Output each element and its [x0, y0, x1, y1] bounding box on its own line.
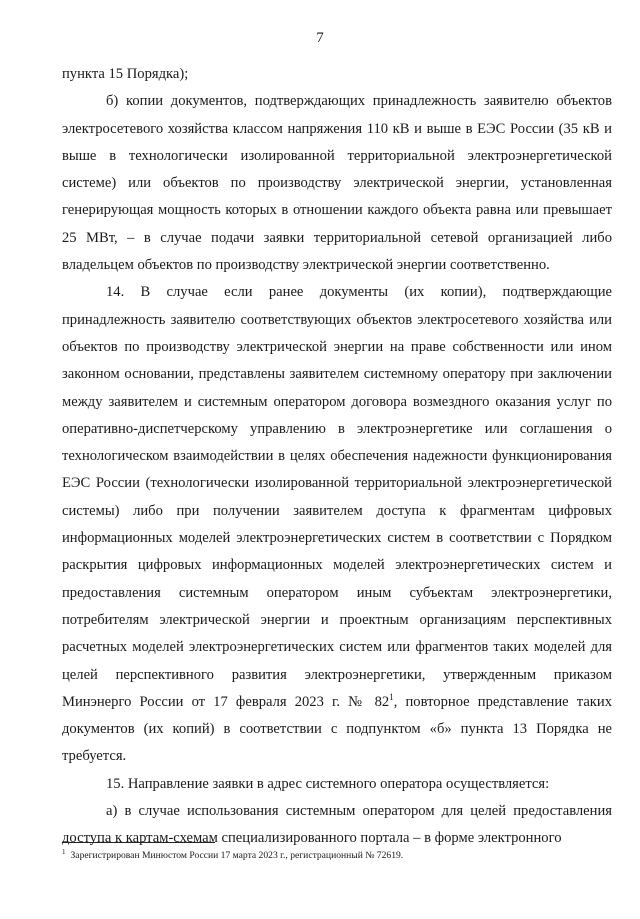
- document-body: [62, 61, 612, 853]
- paragraph-14-text: 14. В случае если ранее документы (их копии), подтверждающие принадлежность заявителю соответствующих объектов электросетевого хозяйства или объектов по производству электрической энергии на праве собственности или ином законном основании, представлены заявителем системному оператору при заключении между заявителем и системным оператором договора возмездного оказания услуг по оперативно-диспетчерскому управлению в электроэнергетике или соглашения о технологическом взаимодействии в целях обеспечения надежности функционирования ЕЭС России (технологически изолированной территориальной электроэнергетической системы) либо при получении заявителем доступа к фрагментам цифровых информационных моделей электроэнергетических систем в соответствии с Порядком раскрытия цифровых информационных моделей электроэнергетических систем и предоставления системным оператором иным субъектам электроэнергетики, потребителям электрической энергии и проектным организациям перспективных расчетных моделей электроэнергетических систем или фрагментов таких моделей для целей перспективного развития электроэнергетики, утвержденным приказом Минэнерго России от 17 февраля 2023 г. № 82: [62, 284, 612, 710]
- paragraph-continuation: пункта 15 Порядка);: [62, 66, 189, 82]
- footnote-reference: 1: [389, 691, 394, 702]
- page-number: 7: [316, 30, 324, 46]
- paragraph-item-a: а) в случае использования системным оператором для целей предоставления доступа к картам-схемам специализированного портала – в форме электронного: [62, 803, 612, 847]
- paragraph-14-tail: , повторное представление таких документов (их копий) в соответствии с подпунктом «б» пункта 13 Порядка не требуется.: [62, 693, 612, 765]
- paragraph-item-b: б) копии документов, подтверждающих принадлежность заявителю объектов электросетевого хозяйства классом напряжения 110 кВ и выше в ЕЭС России (35 кВ и выше в технологически изолированной территориальной электроэнергетической системе) или объектов по производству электрической энергии, установленная генерирующая мощность которых в отношении каждого объекта равна или превышает 25 МВт, – в случае подачи заявки территориальной сетевой организацией либо владельцем объектов по производству электрической энергии соответственно.: [62, 93, 612, 274]
- paragraph-15: 15. Направление заявки в адрес системного оператора осуществляется:: [106, 775, 550, 792]
- footnote-divider: [62, 842, 215, 843]
- paragraph-14: [62, 279, 612, 770]
- footnote: [62, 846, 612, 862]
- footnote-mark: 1: [62, 848, 66, 856]
- footnote-text: Зарегистрирован Минюстом России 17 марта 2023 г., регистрационный № 72619.: [70, 850, 404, 861]
